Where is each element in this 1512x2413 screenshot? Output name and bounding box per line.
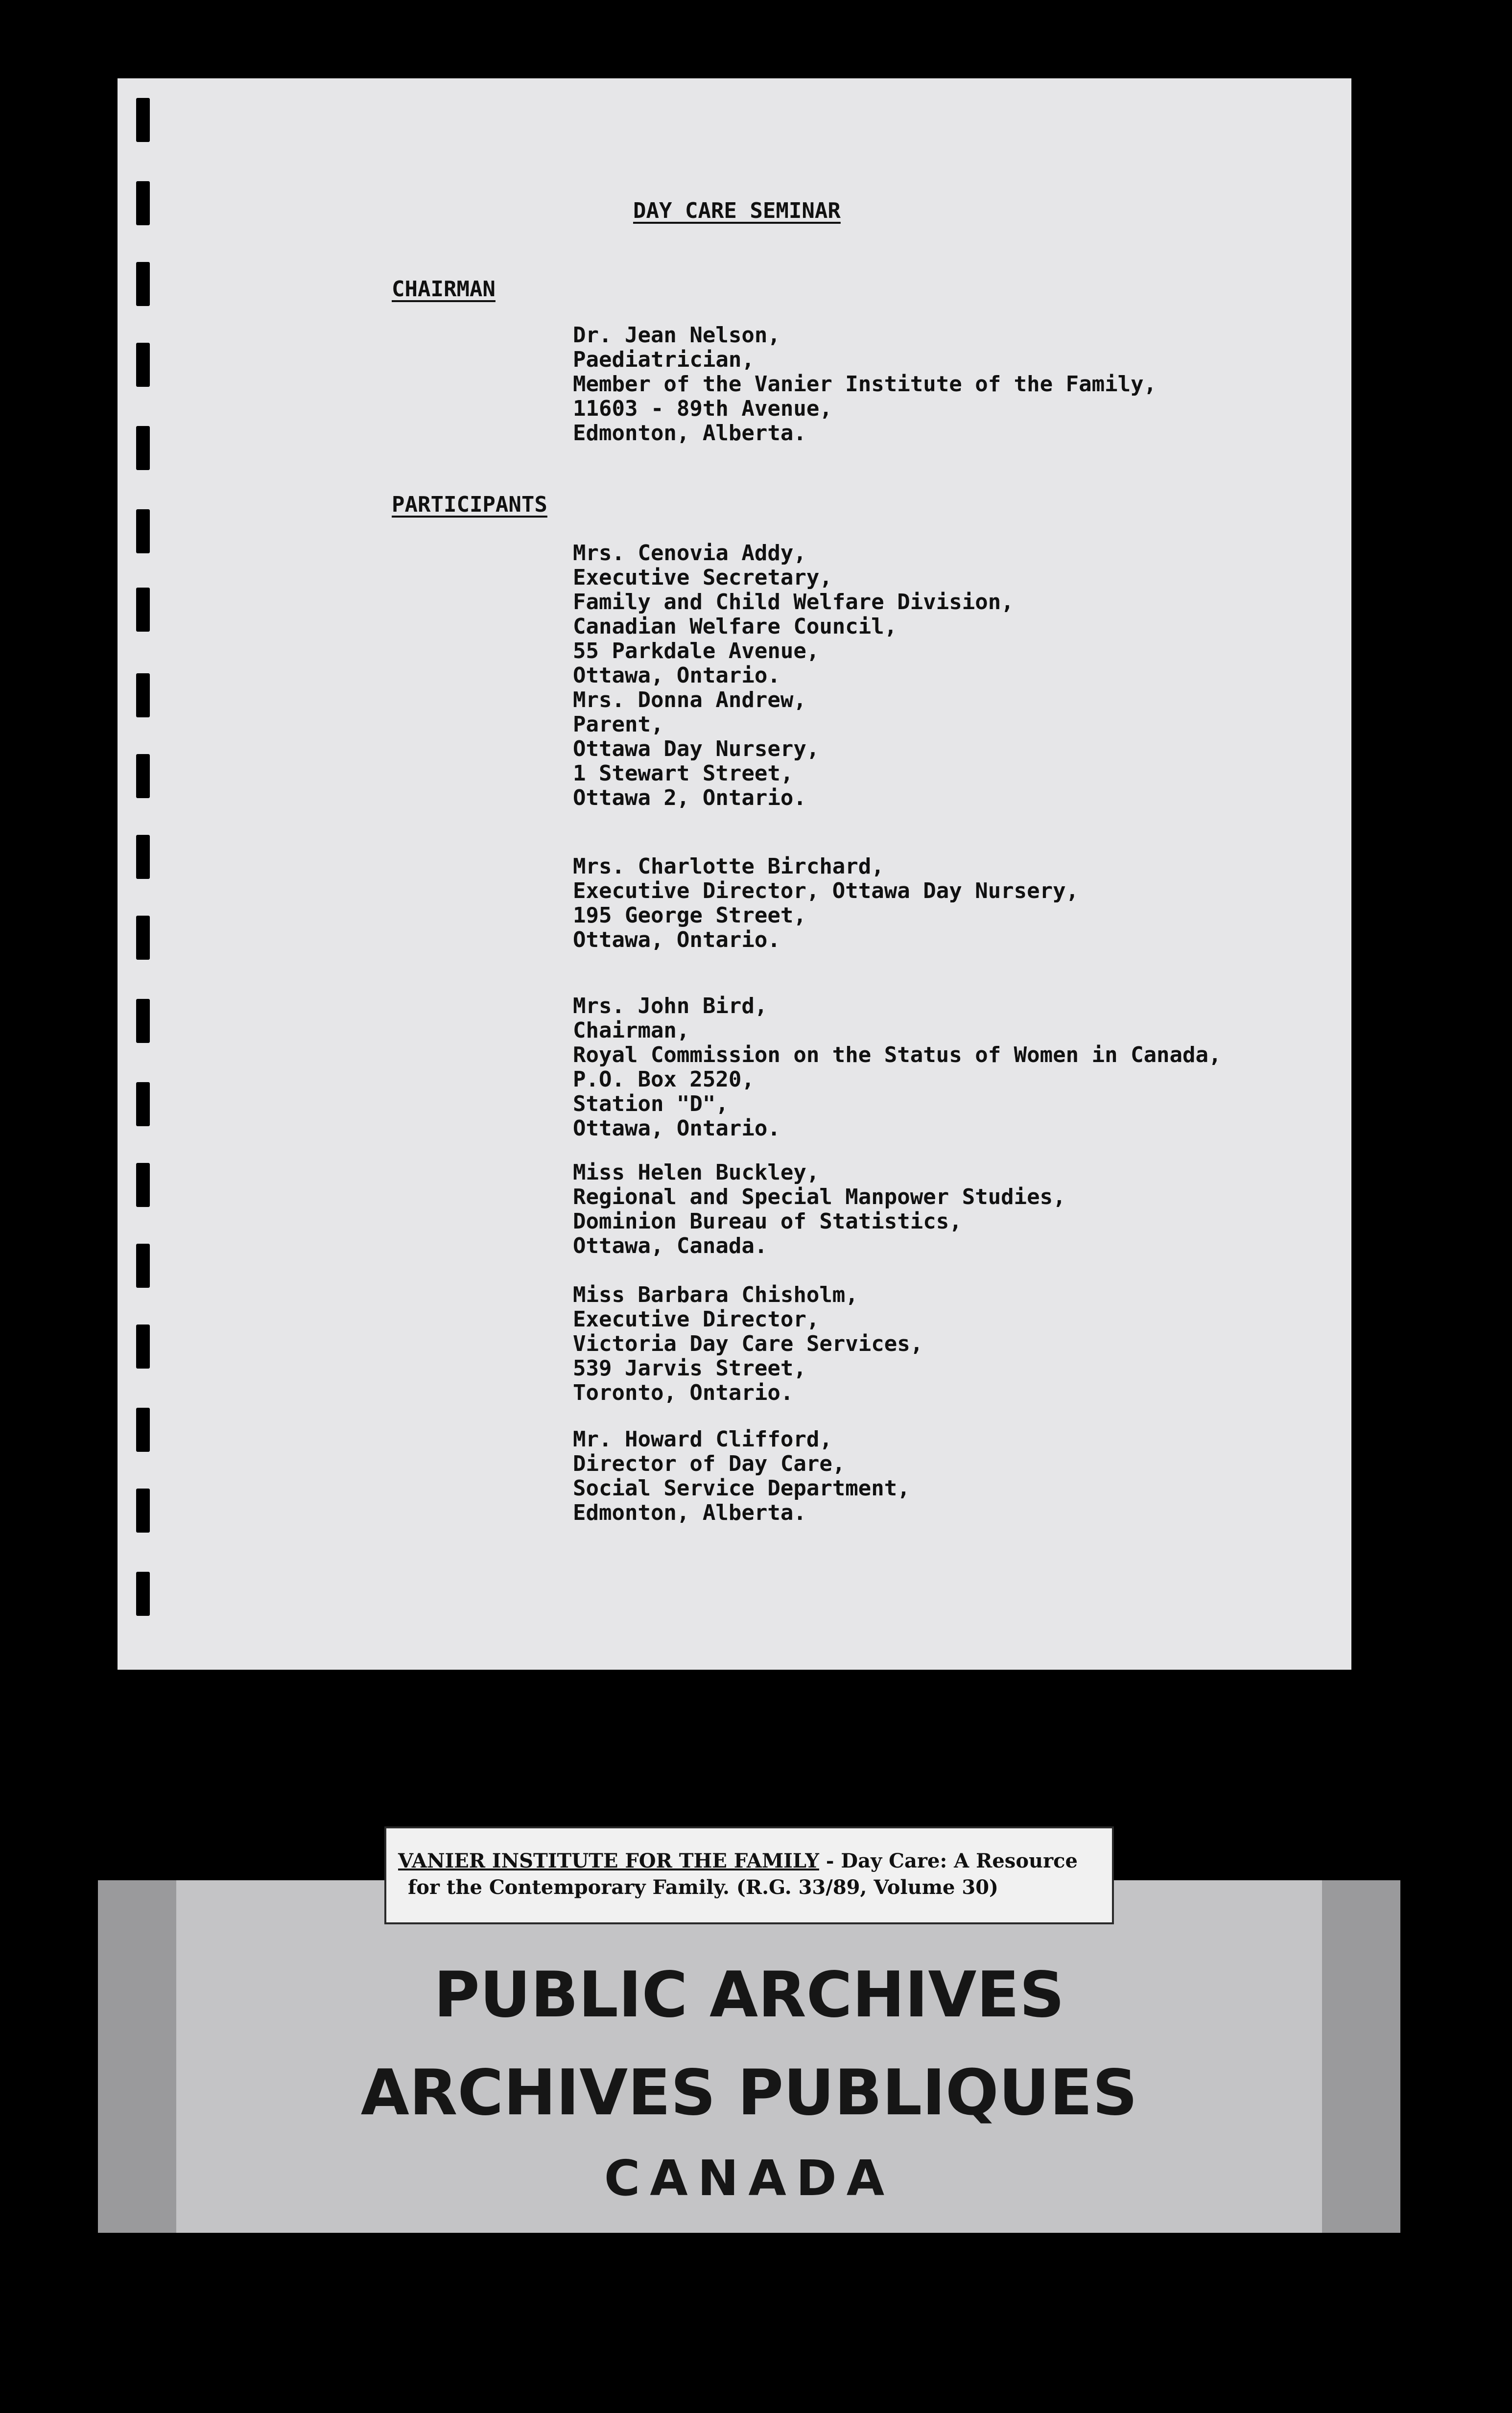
address-line: Victoria Day Care Services, bbox=[573, 1331, 923, 1356]
address-line: Executive Director, Ottawa Day Nursery, bbox=[573, 878, 1079, 903]
address-line: Toronto, Ontario. bbox=[573, 1380, 794, 1405]
address-line: Executive Secretary, bbox=[573, 565, 832, 590]
chairman-heading: CHAIRMAN bbox=[392, 277, 496, 302]
stamp-line-french: ARCHIVES PUBLIQUES bbox=[360, 2057, 1138, 2129]
address-line: Regional and Special Manpower Studies, bbox=[573, 1184, 1066, 1209]
address-line: Director of Day Care, bbox=[573, 1451, 846, 1476]
binding-hole bbox=[136, 181, 150, 225]
address-line: 1 Stewart Street, bbox=[573, 761, 794, 786]
address-line: 195 George Street, bbox=[573, 903, 806, 928]
binding-hole bbox=[136, 98, 150, 142]
binding-hole bbox=[136, 262, 150, 306]
binding-hole bbox=[136, 1408, 150, 1452]
binding-hole bbox=[136, 588, 150, 632]
address-line: Mrs. Charlotte Birchard, bbox=[573, 854, 884, 879]
participant-entry bbox=[573, 1283, 923, 1405]
participant-entry bbox=[573, 1160, 1066, 1258]
binding-hole bbox=[136, 916, 150, 960]
participant-entry bbox=[573, 1427, 910, 1525]
address-line: Mrs. Cenovia Addy, bbox=[573, 541, 806, 566]
address-line: 11603 - 89th Avenue, bbox=[573, 396, 832, 421]
binding-hole bbox=[136, 1163, 150, 1207]
address-line: Member of the Vanier Institute of the Family, bbox=[573, 372, 1157, 397]
participants-heading: PARTICIPANTS bbox=[392, 492, 547, 517]
fonds-title-part-1: - Day Care: A Resource bbox=[819, 1849, 1078, 1872]
address-line: Miss Barbara Chisholm, bbox=[573, 1282, 858, 1307]
binding-hole bbox=[136, 1572, 150, 1616]
address-line: Canadian Welfare Council, bbox=[573, 614, 898, 639]
stamp-line-country: CANADA bbox=[604, 2150, 895, 2207]
address-line: Ottawa 2, Ontario. bbox=[573, 785, 806, 810]
address-line: P.O. Box 2520, bbox=[573, 1067, 755, 1092]
participant-entry bbox=[573, 688, 819, 810]
address-line: Parent, bbox=[573, 712, 664, 737]
address-line: Chairman, bbox=[573, 1018, 690, 1043]
address-line: Ottawa, Ontario. bbox=[573, 663, 780, 688]
binding-hole bbox=[136, 999, 150, 1043]
address-line: Edmonton, Alberta. bbox=[573, 421, 806, 446]
address-line: Ottawa, Canada. bbox=[573, 1233, 768, 1258]
binding-hole bbox=[136, 673, 150, 717]
binding-hole bbox=[136, 1082, 150, 1126]
binding-hole bbox=[136, 835, 150, 879]
address-line: Ottawa, Ontario. bbox=[573, 1116, 780, 1141]
participant-entry bbox=[573, 994, 1222, 1141]
document-page bbox=[118, 78, 1351, 1670]
binding-hole bbox=[136, 426, 150, 470]
address-line: Paediatrician, bbox=[573, 347, 755, 372]
binding-hole bbox=[136, 1489, 150, 1533]
address-line: 55 Parkdale Avenue, bbox=[573, 639, 820, 663]
binding-hole bbox=[136, 343, 150, 387]
address-line: Mr. Howard Clifford, bbox=[573, 1427, 832, 1452]
archives-stamp bbox=[98, 1880, 1400, 2233]
address-line: Executive Director, bbox=[573, 1307, 820, 1332]
binding-hole bbox=[136, 1325, 150, 1369]
participant-entry bbox=[573, 541, 1014, 688]
binding-hole bbox=[136, 754, 150, 798]
address-line: Dr. Jean Nelson, bbox=[573, 323, 780, 348]
address-line: Edmonton, Alberta. bbox=[573, 1500, 806, 1525]
fonds-label bbox=[384, 1826, 1114, 1924]
fonds-label-line-2: for the Contemporary Family. (R.G. 33/89, Volume 30) bbox=[408, 1876, 998, 1899]
address-line: Royal Commission on the Status of Women in Canada, bbox=[573, 1042, 1222, 1067]
participant-entry bbox=[573, 854, 1079, 952]
fonds-label-line-1 bbox=[398, 1848, 1100, 1874]
address-line: Dominion Bureau of Statistics, bbox=[573, 1209, 962, 1234]
address-line: Miss Helen Buckley, bbox=[573, 1160, 820, 1185]
stamp-line-english: PUBLIC ARCHIVES bbox=[434, 1959, 1064, 2032]
chairman-entry bbox=[573, 323, 1157, 446]
binding-hole bbox=[136, 509, 150, 553]
fonds-name: VANIER INSTITUTE FOR THE FAMILY bbox=[398, 1849, 819, 1872]
address-line: Mrs. Donna Andrew, bbox=[573, 687, 806, 712]
document-title: DAY CARE SEMINAR bbox=[633, 198, 841, 223]
binding-hole bbox=[136, 1244, 150, 1288]
address-line: Ottawa, Ontario. bbox=[573, 927, 780, 952]
address-line: Station "D", bbox=[573, 1091, 729, 1116]
address-line: Social Service Department, bbox=[573, 1476, 910, 1501]
address-line: 539 Jarvis Street, bbox=[573, 1356, 806, 1381]
address-line: Mrs. John Bird, bbox=[573, 994, 768, 1018]
address-line: Ottawa Day Nursery, bbox=[573, 736, 820, 761]
address-line: Family and Child Welfare Division, bbox=[573, 590, 1014, 615]
